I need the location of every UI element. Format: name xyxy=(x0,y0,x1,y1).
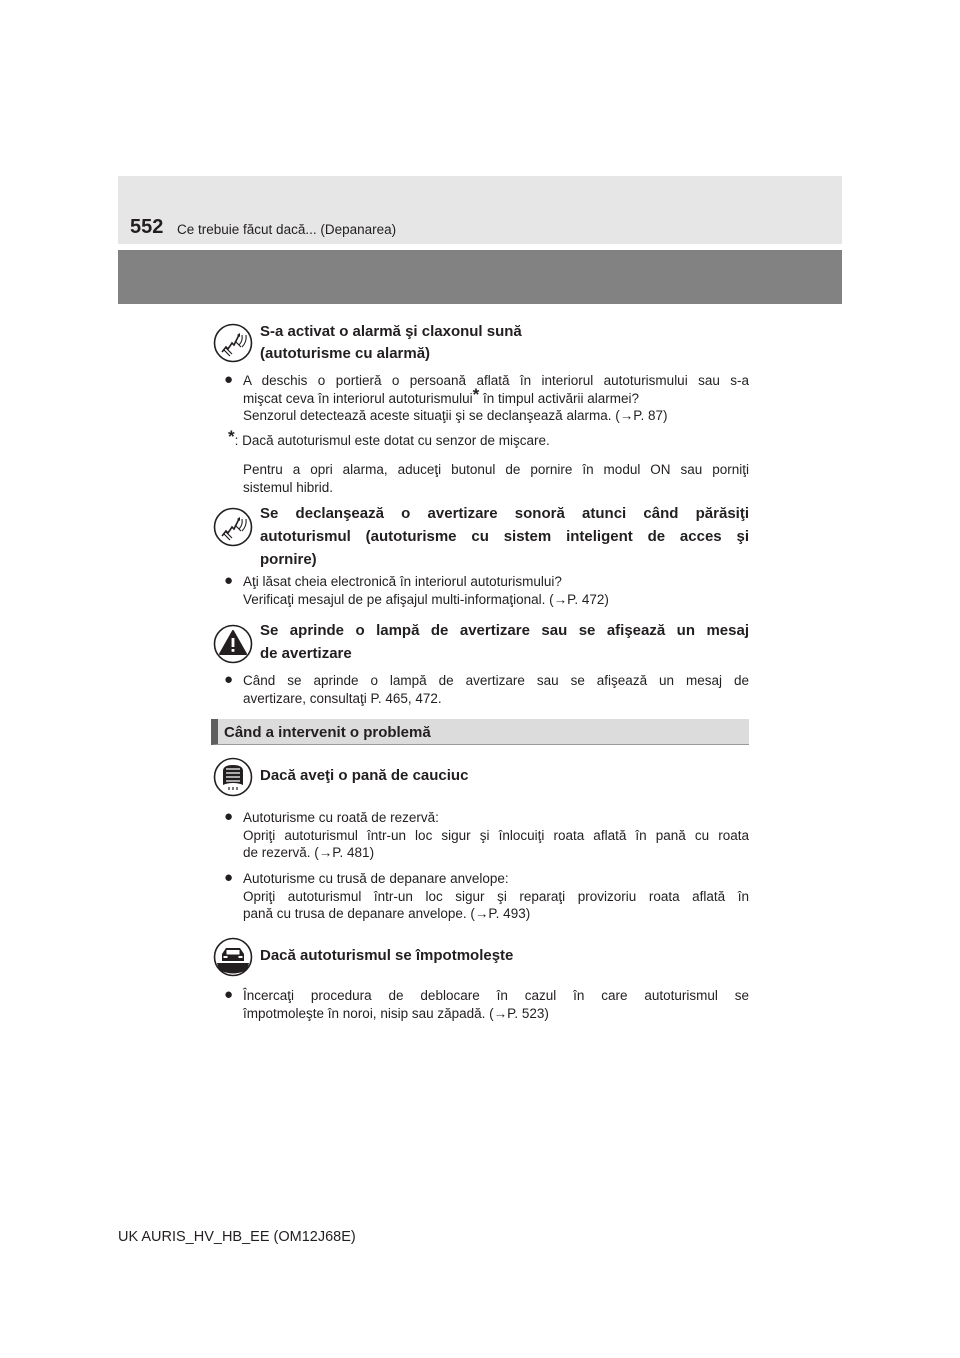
bullet-dot: ● xyxy=(224,869,234,886)
problem-title-flat-tire: Dacă aveţi o pană de cauciuc xyxy=(260,767,469,784)
item-text-alarm: A deschis o portieră o persoană aflată în interiorul autoturismului sau s-a mişcat ceva în interiorul autoturismului* în timpul activării alarmei? Senzorul detectează aceste situaţii şi se declanşează alarma. (→P. 87) xyxy=(243,373,749,423)
bullet-dot: ● xyxy=(224,671,234,688)
header-dark-band xyxy=(118,250,842,304)
page-number: 552 xyxy=(130,216,164,238)
item-note-alarm: Pentru a opri alarma, aduceţi butonul de pornire în modul ON sau porniţi sistemul hibrid. xyxy=(243,462,749,495)
car-stuck-icon xyxy=(213,937,253,982)
problem-title-stuck: Dacă autoturismul se împotmoleşte xyxy=(260,947,514,964)
section-title: Când a intervenit o problemă xyxy=(224,724,431,741)
bullet-dot: ● xyxy=(224,986,234,1003)
item-text-warning: Când se aprinde o lampă de avertizare sau se afişează un mesaj de avertizare, consultaţi P. 465, 472. xyxy=(243,673,749,706)
footnote-mark: * xyxy=(228,427,235,446)
bullet-dot: ● xyxy=(224,572,234,589)
warning-triangle-icon xyxy=(213,624,253,669)
bullet-dot: ● xyxy=(224,371,234,388)
footnote: *: Dacă autoturismul este dotat cu senzor de mişcare. xyxy=(228,427,550,448)
item-text-buzzer: Aţi lăsat cheia electronică în interiorul autoturismului? Verificaţi mesajul de pe afişajul multi-informaţional. (→P. 472) xyxy=(243,574,609,607)
document-code: UK AURIS_HV_HB_EE (OM12J68E) xyxy=(118,1229,356,1245)
item-title-alarm: S-a activat o alarmă şi claxonul sună (autoturisme cu alarmă) xyxy=(260,323,522,362)
bullet-dot: ● xyxy=(224,808,234,825)
item-title-warning: Se aprinde o lampă de avertizare sau se afişează un mesaj de avertizare xyxy=(260,622,749,662)
problem-text-spare: Autoturisme cu roată de rezervă: Opriţi autoturismul într-un loc sigur şi înlocuiţi roata aflată în pană cu roata de rezervă. (→P. 481) xyxy=(243,810,749,860)
problem-text-stuck: Încercaţi procedura de deblocare în cazul în care autoturismul se împotmoleşte în noroi, nisip sau zăpadă. (→P. 523) xyxy=(243,988,749,1021)
alarm-horn-icon xyxy=(213,507,253,552)
problem-text-repair-kit: Autoturisme cu trusă de depanare anvelope: Opriţi autoturismul într-un loc sigur şi reparaţi provizoriu roata aflată în pană cu trusa de depanare anvelope. (→P. 493) xyxy=(243,871,749,921)
chapter-title: Ce trebuie făcut dacă... (Depanarea) xyxy=(177,222,397,237)
item-title-buzzer: Se declanşează o avertizare sonoră atunci când părăsiţi autoturismul (autoturisme cu sistem inteligent de acces şi pornire) xyxy=(260,505,749,568)
flat-tire-icon xyxy=(213,757,253,802)
alarm-horn-icon xyxy=(213,323,253,368)
